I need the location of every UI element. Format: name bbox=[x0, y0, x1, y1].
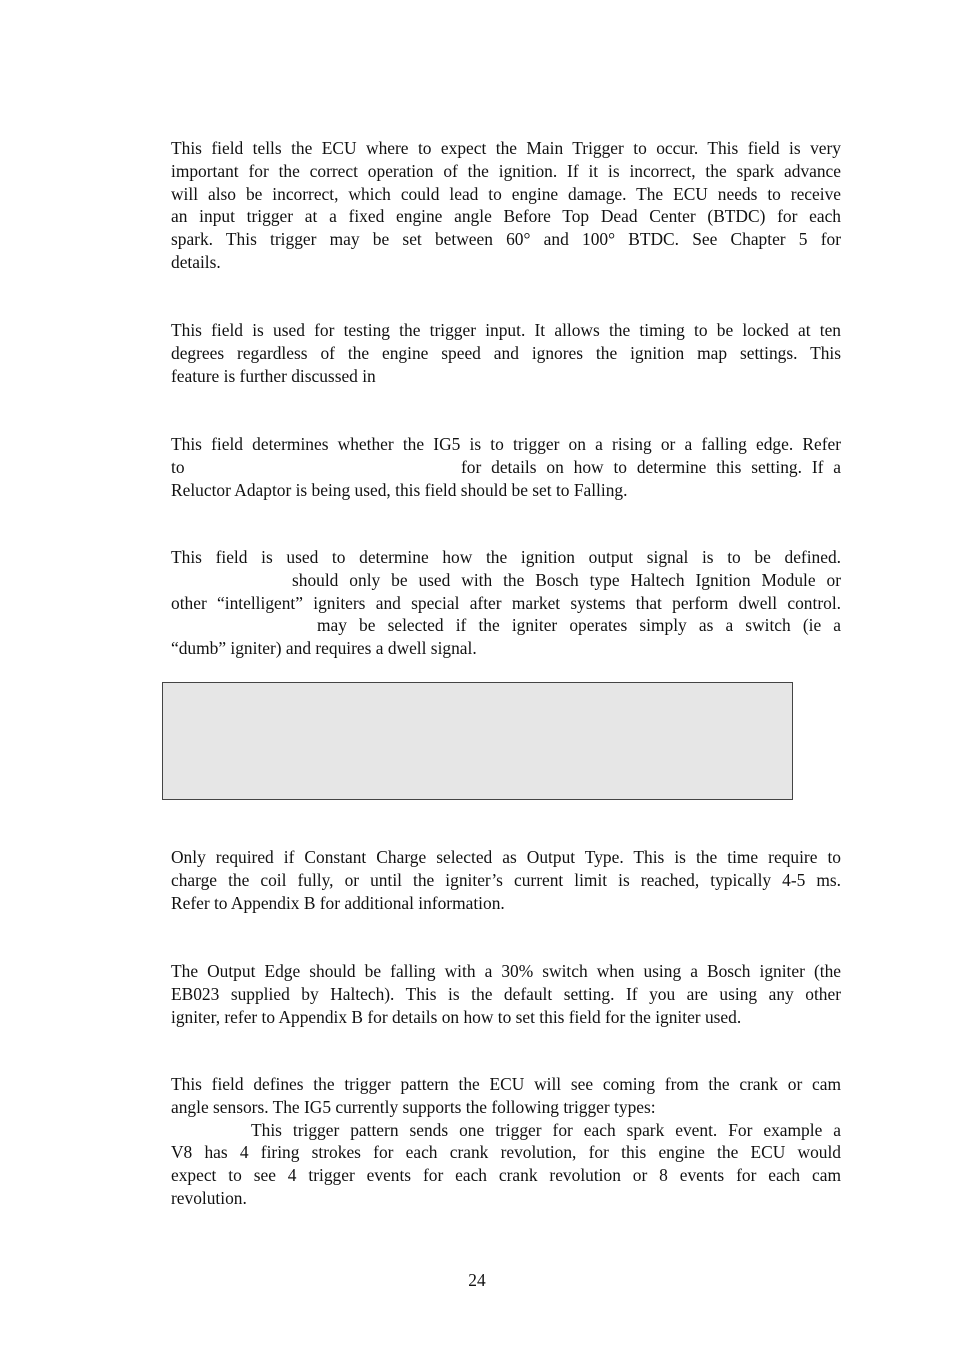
text-line: revolution. bbox=[171, 1187, 247, 1208]
text-line: igniter, refer to Appendix B for details on how to set this field for the igniter used. bbox=[171, 1006, 742, 1027]
text-fragment: for details on how to determine this setting. If a bbox=[461, 456, 841, 477]
text-line: Only required if Constant Charge selected as Output Type. This is the time require to bbox=[171, 847, 841, 867]
trigger-type-paragraph bbox=[171, 1073, 841, 1210]
output-edge-paragraph bbox=[171, 960, 841, 1028]
text-line: Refer to Appendix B for additional information. bbox=[171, 892, 505, 913]
text-line: This field determines whether the IG5 is to trigger on a rising or a falling edge. Refer bbox=[171, 434, 841, 454]
main-trigger-paragraph bbox=[171, 137, 841, 274]
text-line: should only be used with the Bosch type Haltech Ignition Module or bbox=[292, 569, 841, 590]
text-line: V8 has 4 firing strokes for each crank revolution, for this engine the ECU would bbox=[171, 1142, 841, 1163]
text-line: Reluctor Adaptor is being used, this field should be set to Falling. bbox=[171, 479, 628, 500]
note-box bbox=[162, 682, 793, 800]
text-line: expect to see 4 trigger events for each crank revolution or 8 events for each cam bbox=[171, 1165, 841, 1186]
text-line: spark. This trigger may be set between 60° and 100° BTDC. See Chapter 5 for bbox=[171, 229, 841, 250]
text-line: other “intelligent” igniters and special after market systems that perform dwell control. bbox=[171, 592, 841, 613]
page-number: 24 bbox=[468, 1270, 486, 1290]
text-line: “dumb” igniter) and requires a dwell signal. bbox=[171, 638, 477, 659]
lock-timing-paragraph bbox=[171, 319, 841, 387]
text-line: important for the correct operation of the ignition. If it is incorrect, the spark advance bbox=[171, 160, 841, 181]
text-line: This field is used to determine how the ignition output signal is to be defined. bbox=[171, 547, 841, 567]
text-line: This field defines the trigger pattern the ECU will see coming from the crank or cam bbox=[171, 1074, 841, 1094]
text-line: This field is used for testing the trigger input. It allows the timing to be locked at ten bbox=[171, 320, 841, 340]
text-line: details. bbox=[171, 251, 221, 272]
text-line: EB023 supplied by Haltech). This is the default setting. If you are using any other bbox=[171, 983, 841, 1004]
text-line: The Output Edge should be falling with a 30% switch when using a Bosch igniter (the bbox=[171, 961, 841, 981]
dwell-time-paragraph bbox=[171, 846, 841, 914]
trigger-edge-paragraph bbox=[171, 433, 841, 501]
text-line: will also be incorrect, which could lead to engine damage. The ECU needs to receive bbox=[171, 183, 841, 204]
output-type-paragraph bbox=[171, 546, 841, 660]
text-line: may be selected if the igniter operates simply as a switch (ie a bbox=[317, 615, 841, 636]
text-line: This field tells the ECU where to expect the Main Trigger to occur. This field is very bbox=[171, 138, 841, 158]
text-line: feature is further discussed in bbox=[171, 365, 376, 386]
text-fragment: to bbox=[171, 456, 185, 477]
text-line: This trigger pattern sends one trigger for each spark event. For example a bbox=[251, 1119, 841, 1140]
text-line: an input trigger at a fixed engine angle Before Top Dead Center (BTDC) for each bbox=[171, 206, 841, 227]
text-line: degrees regardless of the engine speed and ignores the ignition map settings. This bbox=[171, 342, 841, 363]
text-line: angle sensors. The IG5 currently supports the following trigger types: bbox=[171, 1096, 656, 1117]
text-line: charge the coil fully, or until the igniter’s current limit is reached, typically 4-5 ms. bbox=[171, 869, 841, 890]
text-line bbox=[171, 456, 841, 479]
